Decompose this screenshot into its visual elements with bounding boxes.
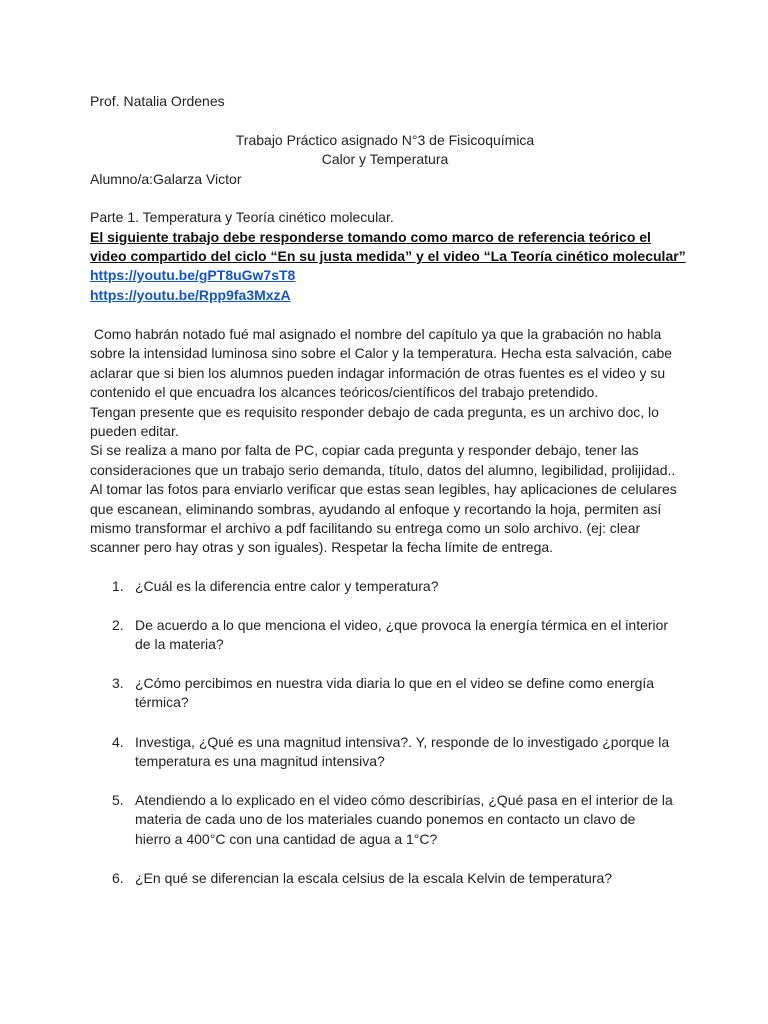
part-title: Parte 1. Temperatura y Teoría cinético molecular. <box>90 209 394 225</box>
question-number: 1. <box>112 578 124 594</box>
paragraph-context: Como habrán notado fué mal asignado el nombre del capítulo ya que la grabación no habla sobre la intensidad luminosa sino sobre el Calor y la temperatura. Hecha esta salvación, cabe aclarar que si bien los alumnos pueden indagar información de otras fuentes es el video y su contenido el que encuadra los alcances teóricos/científicos del trabajo pretendido. <box>90 326 676 401</box>
question-number: 6. <box>112 870 124 886</box>
question-item <box>90 577 680 596</box>
instruction-line-1: El siguiente trabajo debe responderse tomando como marco de referencia teórico el <box>90 229 651 245</box>
question-number: 4. <box>112 734 124 750</box>
paragraph-requirement: Tengan presente que es requisito responder debajo de cada pregunta, es un archivo doc, lo pueden editar. <box>90 403 659 440</box>
professor-name: Prof. Natalia Ordenes <box>90 93 225 109</box>
question-number: 3. <box>112 675 124 691</box>
question-item <box>90 733 680 772</box>
assignment-title: Trabajo Práctico asignado N°3 de Fisicoquímica <box>235 132 535 148</box>
instruction-line-2: video compartido del ciclo “En su justa medida” y el video “La Teoría cinético molecular” <box>90 248 686 264</box>
video-link-1-row <box>90 266 295 285</box>
question-number: 2. <box>112 617 124 633</box>
instructions-body <box>90 325 680 558</box>
topic-title: Calor y Temperatura <box>321 151 449 167</box>
video-link-1[interactable]: https://youtu.be/gPT8uGw7sT8 <box>90 267 296 283</box>
question-text: ¿En qué se diferencian la escala celsius de la escala Kelvin de temperatura? <box>135 870 613 886</box>
question-text: Investiga, ¿Qué es una magnitud intensiva?. Y, responde de lo investigado ¿porque la temperatura es una magnitud intensiva? <box>135 734 670 770</box>
paragraph-handwritten: Si se realiza a mano por falta de PC, copiar cada pregunta y responder debajo, tener las consideraciones que un trabajo serio demanda, título, datos del alumno, legibilidad, prolijidad.. Al tomar las fotos para enviarlo verificar que estas sean legibles, hay aplicaciones de celulares que escanean, eliminando sombras, ayudando al enfoque y recortando la hoja, permiten así mismo transformar el archivo a pdf facilitando su entrega como un solo archivo. (ej: clear scanner pero hay otras y son iguales). Respetar la fecha límite de entrega. <box>90 442 677 556</box>
question-text: De acuerdo a lo que menciona el video, ¿que provoca la energía térmica en el interior de la materia? <box>135 617 669 653</box>
video-link-2[interactable]: https://youtu.be/Rpp9fa3MxzA <box>90 287 291 303</box>
question-number: 5. <box>112 792 124 808</box>
question-item <box>90 791 680 849</box>
question-item <box>90 869 680 888</box>
question-item <box>90 674 680 713</box>
question-text: Atendiendo a lo explicado en el video cómo describirías, ¿Qué pasa en el interior de la materia de cada uno de los materiales cuando ponemos en contacto un clavo de hierro a 400°C con una cantidad de agua a 1°C? <box>135 792 673 847</box>
question-text: ¿Cómo percibimos en nuestra vida diaria lo que en el video se define como energía térmica? <box>135 675 655 711</box>
question-text: ¿Cuál es la diferencia entre calor y temperatura? <box>135 578 439 594</box>
student-name: Alumno/a:Galarza Victor <box>90 171 242 187</box>
question-item <box>90 616 680 655</box>
video-link-2-row <box>90 286 291 305</box>
